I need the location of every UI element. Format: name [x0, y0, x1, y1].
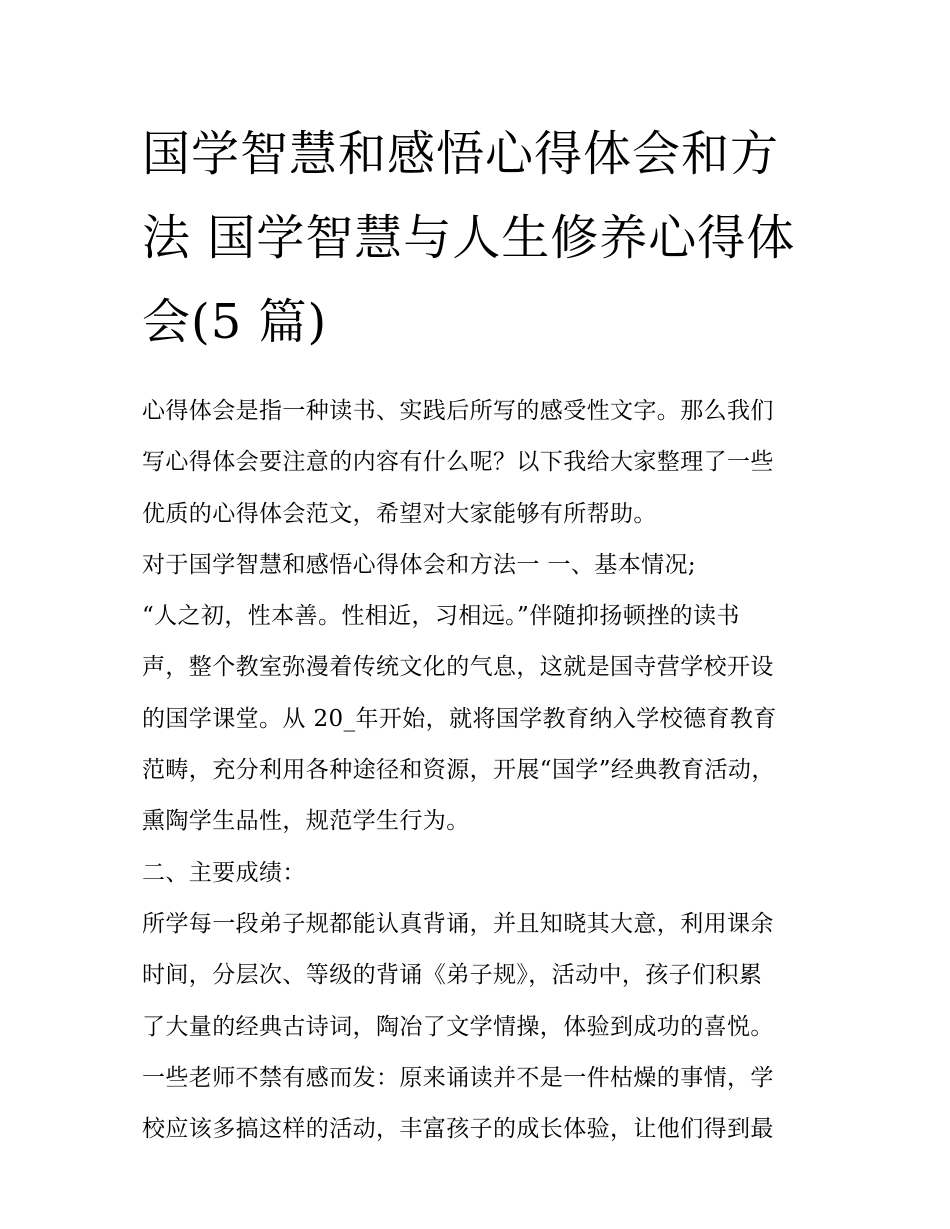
document-page	[142, 112, 814, 1155]
body-line: 写心得体会要注意的内容有什么呢？以下我给大家整理了一些	[142, 449, 774, 476]
document-body	[142, 386, 814, 1155]
body-line: 优质的心得体会范文，希望对大家能够有所帮助。	[142, 500, 657, 527]
body-line: 声，整个教室弥漫着传统文化的气息，这就是国寺营学校开设	[142, 654, 774, 681]
document-title: 国学智慧和感悟心得体会和方 法 国学智慧与人生修养心得体 会(5 篇)	[142, 126, 796, 350]
body-line: “人之初，性本善。性相近，习相远。”伴随抑扬顿挫的读书	[142, 603, 740, 630]
section-heading: 二、主要成绩：	[142, 859, 306, 886]
body-line: 校应该多搞这样的活动，丰富孩子的成长体验，让他们得到最	[142, 1116, 774, 1143]
body-line: 所学每一段弟子规都能认真背诵，并且知晓其大意，利用课余	[142, 910, 774, 937]
body-line: 范畴，充分利用各种途径和资源，开展“国学”经典教育活动，	[142, 757, 775, 784]
body-line: 对于国学智慧和感悟心得体会和方法一 一、基本情况;	[142, 551, 697, 578]
body-line: 熏陶学生品性，规范学生行为。	[142, 808, 470, 835]
body-line: 一些老师不禁有感而发：原来诵读并不是一件枯燥的事情，学	[142, 1064, 774, 1091]
body-line: 了大量的经典古诗词，陶冶了文学情操，体验到成功的喜悦。	[142, 1013, 774, 1040]
body-line: 的国学课堂。从 20_年开始，就将国学教育纳入学校德育教育	[142, 705, 777, 732]
body-line: 时间，分层次、等级的背诵《弟子规》，活动中，孩子们积累	[142, 962, 763, 989]
body-line: 心得体会是指一种读书、实践后所写的感受性文字。那么我们	[142, 398, 774, 424]
